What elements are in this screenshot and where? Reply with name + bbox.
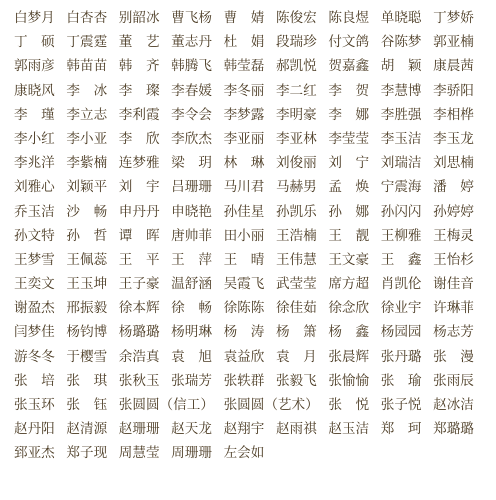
name-entry: 赵雨祺 bbox=[275, 421, 317, 438]
name-entry: 王玉坤 bbox=[66, 276, 108, 293]
name-entry: 张圆圆（艺术） bbox=[223, 397, 319, 413]
name-entry: 李利霞 bbox=[118, 106, 160, 123]
name-entry: 李胜强 bbox=[380, 106, 422, 123]
name-entry: 王奕文 bbox=[14, 276, 55, 293]
name-entry: 李立志 bbox=[66, 106, 108, 123]
name-entry: 周慧莹 bbox=[118, 445, 160, 462]
name-entry: 许琳菲 bbox=[433, 300, 474, 317]
name-entry: 孙 哲 bbox=[66, 227, 108, 244]
name-entry: 赵天龙 bbox=[171, 421, 212, 438]
name-entry: 胡 颖 bbox=[380, 58, 422, 75]
name-entry: 刘瑞洁 bbox=[380, 155, 422, 172]
name-entry: 韩苗苗 bbox=[66, 58, 108, 75]
name-entry: 张子悦 bbox=[380, 397, 422, 413]
name-entry: 李 瑾 bbox=[14, 106, 55, 123]
name-entry: 赵清源 bbox=[66, 421, 108, 438]
name-entry: 武莹莹 bbox=[275, 276, 317, 293]
name-entry: 付文鸽 bbox=[328, 34, 370, 51]
name-entry: 马赫男 bbox=[275, 179, 317, 196]
name-entry: 游冬冬 bbox=[14, 348, 55, 365]
name-entry: 张秋玉 bbox=[118, 372, 160, 389]
name-entry: 郑子现 bbox=[66, 445, 108, 462]
name-entry: 郑 珂 bbox=[380, 421, 422, 438]
name-entry: 杨钧博 bbox=[66, 324, 108, 341]
name-entry: 左会如 bbox=[223, 445, 265, 462]
name-entry: 连梦雅 bbox=[118, 155, 160, 172]
name-entry: 吕珊珊 bbox=[171, 179, 212, 196]
name-entry: 杨璐璐 bbox=[118, 324, 160, 341]
name-entry: 康晨茜 bbox=[433, 58, 474, 75]
name-list bbox=[14, 6, 496, 466]
name-entry: 唐帅菲 bbox=[171, 227, 212, 244]
name-entry: 王怡杉 bbox=[433, 251, 474, 268]
name-entry: 别韶冰 bbox=[118, 10, 160, 26]
name-entry: 王 萍 bbox=[171, 251, 212, 268]
name-entry: 王 晴 bbox=[223, 251, 265, 268]
name-entry: 曹 婧 bbox=[223, 10, 265, 26]
name-entry: 张 悦 bbox=[328, 397, 370, 413]
name-entry: 王伟慧 bbox=[275, 251, 317, 268]
name-entry: 李骄阳 bbox=[433, 82, 474, 99]
name-entry: 王梦雪 bbox=[14, 251, 55, 268]
name-entry: 李玉龙 bbox=[433, 130, 474, 147]
name-entry: 李令会 bbox=[171, 106, 212, 123]
name-entry: 李小红 bbox=[14, 130, 55, 147]
name-entry: 李二红 bbox=[275, 82, 317, 99]
name-entry: 谢盈杰 bbox=[14, 300, 55, 317]
name-entry: 申晓艳 bbox=[171, 203, 212, 220]
name-entry: 张 琪 bbox=[66, 372, 108, 389]
name-entry: 余浩真 bbox=[118, 348, 160, 365]
name-entry: 袁 旭 bbox=[171, 348, 212, 365]
name-entry: 韩 齐 bbox=[118, 58, 160, 75]
name-entry: 李春媛 bbox=[171, 82, 212, 99]
name-entry: 段瑞珍 bbox=[275, 34, 317, 51]
name-entry: 潘 婷 bbox=[433, 179, 474, 196]
name-entry: 王 靓 bbox=[328, 227, 370, 244]
name-entry: 袁 月 bbox=[275, 348, 317, 365]
name-entry: 梁 玥 bbox=[171, 155, 212, 172]
name-entry: 李玉洁 bbox=[380, 130, 422, 147]
name-entry: 李小亚 bbox=[66, 130, 108, 147]
name-entry: 张 培 bbox=[14, 372, 55, 389]
name-entry: 赵玉洁 bbox=[328, 421, 370, 438]
name-entry: 郅亚杰 bbox=[14, 445, 55, 462]
name-entry: 杨 涛 bbox=[223, 324, 265, 341]
name-entry: 徐陈陈 bbox=[223, 300, 265, 317]
name-entry: 康晓风 bbox=[14, 82, 55, 99]
name-entry: 王文豪 bbox=[328, 251, 370, 268]
name-entry: 杨志芳 bbox=[433, 324, 474, 341]
name-entry: 李欣杰 bbox=[171, 130, 212, 147]
name-entry: 谢佳音 bbox=[433, 276, 474, 293]
name-entry: 韩腾飞 bbox=[171, 58, 212, 75]
name-entry: 丁震霆 bbox=[66, 34, 108, 51]
name-entry: 李慧博 bbox=[380, 82, 422, 99]
name-entry: 刘 宇 bbox=[118, 179, 160, 196]
name-entry: 徐业宇 bbox=[380, 300, 422, 317]
name-entry: 乔玉洁 bbox=[14, 203, 55, 220]
name-entry: 刘俊丽 bbox=[275, 155, 317, 172]
name-entry: 谷陈梦 bbox=[380, 34, 422, 51]
name-entry: 于樱雪 bbox=[66, 348, 108, 365]
name-entry: 申丹丹 bbox=[118, 203, 160, 220]
name-entry: 张愉愉 bbox=[328, 372, 370, 389]
name-entry: 张轶群 bbox=[223, 372, 265, 389]
name-entry: 张毅飞 bbox=[275, 372, 317, 389]
name-entry: 孙 娜 bbox=[328, 203, 370, 220]
name-entry: 李梦露 bbox=[223, 106, 265, 123]
name-entry: 王柳雅 bbox=[380, 227, 422, 244]
name-entry: 邢振毅 bbox=[66, 300, 108, 317]
name-entry: 刘雅心 bbox=[14, 179, 55, 196]
name-entry: 席方超 bbox=[328, 276, 370, 293]
name-entry: 孟 焕 bbox=[328, 179, 370, 196]
name-entry: 董 艺 bbox=[118, 34, 160, 51]
name-entry: 李亚丽 bbox=[223, 130, 265, 147]
name-entry: 韩莹磊 bbox=[223, 58, 265, 75]
name-entry: 郑璐璐 bbox=[433, 421, 474, 438]
name-entry: 张 钰 bbox=[66, 397, 108, 413]
name-entry: 李冬丽 bbox=[223, 82, 265, 99]
name-entry: 杨 箫 bbox=[275, 324, 317, 341]
name-entry: 李 璨 bbox=[118, 82, 160, 99]
name-entry: 李 欣 bbox=[118, 130, 160, 147]
name-entry: 孙闪闪 bbox=[380, 203, 422, 220]
name-entry: 林 琳 bbox=[223, 155, 265, 172]
name-entry: 丁梦娇 bbox=[433, 10, 474, 26]
name-entry: 徐本辉 bbox=[118, 300, 160, 317]
name-entry: 袁益欣 bbox=[223, 348, 265, 365]
name-entry: 单晓聪 bbox=[380, 10, 422, 26]
name-entry: 张 漫 bbox=[433, 348, 474, 365]
name-entry: 田小丽 bbox=[223, 227, 265, 244]
name-entry: 杨园园 bbox=[380, 324, 422, 341]
name-entry: 李 贺 bbox=[328, 82, 370, 99]
name-entry: 李相桦 bbox=[433, 106, 474, 123]
name-entry: 白杏杏 bbox=[66, 10, 108, 26]
name-entry: 张 瑜 bbox=[380, 372, 422, 389]
name-entry: 王 鑫 bbox=[380, 251, 422, 268]
name-entry: 刘颖平 bbox=[66, 179, 108, 196]
name-entry: 赵翔宇 bbox=[223, 421, 265, 438]
name-entry: 王 平 bbox=[118, 251, 160, 268]
name-entry: 郭雨彦 bbox=[14, 58, 55, 75]
name-entry: 郭亚楠 bbox=[433, 34, 474, 51]
name-entry: 张玉环 bbox=[14, 397, 55, 413]
name-entry: 赵珊珊 bbox=[118, 421, 160, 438]
name-entry: 李紫楠 bbox=[66, 155, 108, 172]
name-entry: 王子豪 bbox=[118, 276, 160, 293]
name-entry: 周珊珊 bbox=[171, 445, 212, 462]
name-entry: 孙佳星 bbox=[223, 203, 265, 220]
name-entry: 张丹璐 bbox=[380, 348, 422, 365]
name-entry: 宁震海 bbox=[380, 179, 422, 196]
name-entry: 贺嘉鑫 bbox=[328, 58, 370, 75]
name-entry: 陈良煜 bbox=[328, 10, 370, 26]
name-entry: 徐佳茹 bbox=[275, 300, 317, 317]
name-entry: 孙婷婷 bbox=[433, 203, 474, 220]
name-entry: 刘 宁 bbox=[328, 155, 370, 172]
name-entry: 李明豪 bbox=[275, 106, 317, 123]
name-entry: 王梅灵 bbox=[433, 227, 474, 244]
name-entry: 肖凯伦 bbox=[380, 276, 422, 293]
name-entry: 陈俊宏 bbox=[275, 10, 317, 26]
name-entry: 李亚林 bbox=[275, 130, 317, 147]
name-entry: 张瑞芳 bbox=[171, 372, 212, 389]
name-entry: 白梦月 bbox=[14, 10, 55, 26]
name-entry: 马川君 bbox=[223, 179, 265, 196]
name-entry: 闫梦佳 bbox=[14, 324, 55, 341]
name-entry: 李 娜 bbox=[328, 106, 370, 123]
name-entry: 董志丹 bbox=[171, 34, 212, 51]
name-entry: 孙凯乐 bbox=[275, 203, 317, 220]
name-entry: 丁 硕 bbox=[14, 34, 55, 51]
name-entry: 徐念欣 bbox=[328, 300, 370, 317]
name-entry: 张晨辉 bbox=[328, 348, 370, 365]
name-entry: 赵冰洁 bbox=[433, 397, 474, 413]
name-entry: 徐 畅 bbox=[171, 300, 212, 317]
name-entry: 谭 晖 bbox=[118, 227, 160, 244]
name-entry: 李 冰 bbox=[66, 82, 108, 99]
name-entry: 曹飞杨 bbox=[171, 10, 212, 26]
name-entry: 李莹莹 bbox=[328, 130, 370, 147]
name-entry: 赵丹阳 bbox=[14, 421, 55, 438]
name-entry: 温舒涵 bbox=[171, 276, 212, 293]
name-entry: 孙文特 bbox=[14, 227, 55, 244]
name-entry: 张圆圆（信工） bbox=[118, 397, 214, 413]
name-entry: 李兆洋 bbox=[14, 155, 55, 172]
name-entry: 王佩蕊 bbox=[66, 251, 108, 268]
name-entry: 吴霞飞 bbox=[223, 276, 265, 293]
name-entry: 王浩楠 bbox=[275, 227, 317, 244]
name-entry: 郝凯悦 bbox=[275, 58, 317, 75]
name-entry: 张雨辰 bbox=[433, 372, 474, 389]
name-entry: 杨明琳 bbox=[171, 324, 212, 341]
name-entry: 杜 娟 bbox=[223, 34, 265, 51]
name-entry: 杨 鑫 bbox=[328, 324, 370, 341]
name-entry: 刘思楠 bbox=[433, 155, 474, 172]
name-entry: 沙 畅 bbox=[66, 203, 108, 220]
